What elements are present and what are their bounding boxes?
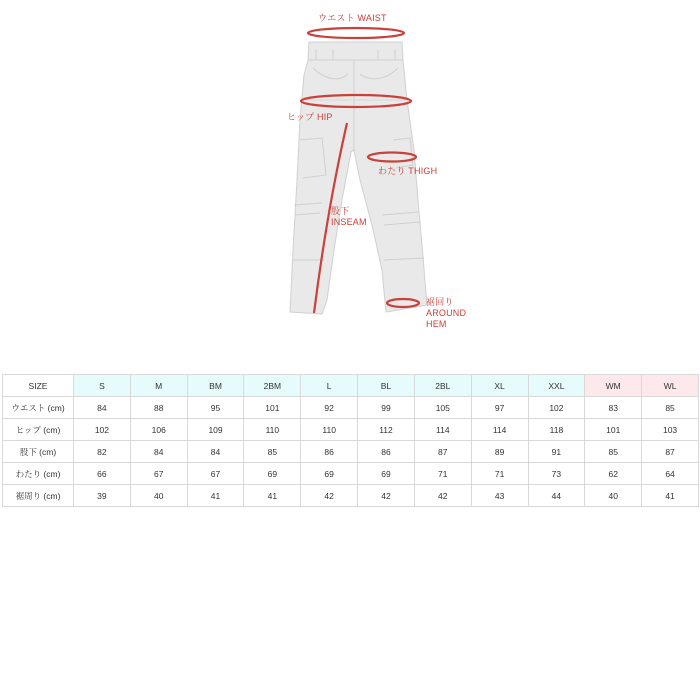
table-cell: 114 bbox=[414, 419, 471, 441]
size-col-bm: BM bbox=[187, 375, 244, 397]
table-cell: 86 bbox=[301, 441, 358, 463]
table-cell: 91 bbox=[528, 441, 585, 463]
waist-label-text: ウエスト WAIST bbox=[318, 13, 387, 23]
table-cell: 95 bbox=[187, 397, 244, 419]
table-cell: 118 bbox=[528, 419, 585, 441]
table-cell: 105 bbox=[414, 397, 471, 419]
table-cell: 42 bbox=[301, 485, 358, 507]
size-col-m: M bbox=[130, 375, 187, 397]
size-col-s: S bbox=[74, 375, 131, 397]
table-cell: 64 bbox=[642, 463, 699, 485]
table-row-hem bbox=[3, 485, 699, 507]
table-cell: 41 bbox=[642, 485, 699, 507]
table-cell: 73 bbox=[528, 463, 585, 485]
table-cell: 84 bbox=[74, 397, 131, 419]
table-cell: 44 bbox=[528, 485, 585, 507]
table-cell: 84 bbox=[130, 441, 187, 463]
table-cell: 43 bbox=[471, 485, 528, 507]
table-row-hip bbox=[3, 419, 699, 441]
table-cell: 101 bbox=[244, 397, 301, 419]
table-cell: 40 bbox=[130, 485, 187, 507]
waist-measure-ring bbox=[308, 28, 404, 38]
table-row-waist bbox=[3, 397, 699, 419]
table-cell: 69 bbox=[358, 463, 415, 485]
table-cell: 102 bbox=[528, 397, 585, 419]
table-cell: 87 bbox=[642, 441, 699, 463]
waist-label bbox=[318, 13, 387, 24]
size-header-row bbox=[3, 375, 699, 397]
table-cell: 86 bbox=[358, 441, 415, 463]
inseam-label bbox=[331, 206, 367, 228]
pants-silhouette bbox=[290, 42, 427, 314]
row-label-inseam: 股下 (cm) bbox=[3, 441, 74, 463]
size-col-bl: BL bbox=[358, 375, 415, 397]
table-cell: 69 bbox=[301, 463, 358, 485]
table-cell: 88 bbox=[130, 397, 187, 419]
table-cell: 89 bbox=[471, 441, 528, 463]
row-label-hip: ヒップ (cm) bbox=[3, 419, 74, 441]
thigh-label bbox=[378, 166, 437, 177]
hip-label bbox=[287, 112, 333, 123]
size-col-2bl: 2BL bbox=[414, 375, 471, 397]
table-cell: 42 bbox=[414, 485, 471, 507]
table-row-inseam bbox=[3, 441, 699, 463]
size-col-xxl: XXL bbox=[528, 375, 585, 397]
hem-label-en-2: HEM bbox=[426, 319, 447, 329]
table-cell: 71 bbox=[471, 463, 528, 485]
size-col-wl: WL bbox=[642, 375, 699, 397]
table-cell: 84 bbox=[187, 441, 244, 463]
table-cell: 85 bbox=[585, 441, 642, 463]
inseam-label-en: INSEAM bbox=[331, 217, 367, 227]
row-label-thigh: わたり (cm) bbox=[3, 463, 74, 485]
table-cell: 87 bbox=[414, 441, 471, 463]
hip-label-text: ヒップ HIP bbox=[287, 112, 333, 122]
table-cell: 103 bbox=[642, 419, 699, 441]
size-col-2bm: 2BM bbox=[244, 375, 301, 397]
table-cell: 42 bbox=[358, 485, 415, 507]
table-cell: 83 bbox=[585, 397, 642, 419]
table-cell: 92 bbox=[301, 397, 358, 419]
size-col-xl: XL bbox=[471, 375, 528, 397]
table-cell: 62 bbox=[585, 463, 642, 485]
size-chart-table bbox=[2, 374, 699, 507]
table-cell: 82 bbox=[74, 441, 131, 463]
table-cell: 106 bbox=[130, 419, 187, 441]
hem-label bbox=[426, 297, 466, 330]
table-cell: 85 bbox=[244, 441, 301, 463]
table-cell: 39 bbox=[74, 485, 131, 507]
hem-label-jp: 裾回り bbox=[426, 297, 454, 307]
table-cell: 66 bbox=[74, 463, 131, 485]
inseam-label-jp: 股下 bbox=[331, 206, 350, 216]
table-cell: 99 bbox=[358, 397, 415, 419]
table-cell: 112 bbox=[358, 419, 415, 441]
thigh-label-text: わたり THIGH bbox=[378, 166, 438, 176]
row-label-hem: 裾周り (cm) bbox=[3, 485, 74, 507]
table-cell: 102 bbox=[74, 419, 131, 441]
table-row-thigh bbox=[3, 463, 699, 485]
table-cell: 40 bbox=[585, 485, 642, 507]
table-cell: 110 bbox=[244, 419, 301, 441]
table-cell: 101 bbox=[585, 419, 642, 441]
table-cell: 110 bbox=[301, 419, 358, 441]
table-cell: 69 bbox=[244, 463, 301, 485]
table-cell: 109 bbox=[187, 419, 244, 441]
table-cell: 67 bbox=[187, 463, 244, 485]
table-cell: 85 bbox=[642, 397, 699, 419]
size-header-label: SIZE bbox=[3, 375, 74, 397]
size-col-l: L bbox=[301, 375, 358, 397]
table-cell: 41 bbox=[244, 485, 301, 507]
table-cell: 67 bbox=[130, 463, 187, 485]
table-cell: 41 bbox=[187, 485, 244, 507]
table-cell: 71 bbox=[414, 463, 471, 485]
hem-label-en-1: AROUND bbox=[426, 308, 467, 318]
table-cell: 114 bbox=[471, 419, 528, 441]
size-col-wm: WM bbox=[585, 375, 642, 397]
table-cell: 97 bbox=[471, 397, 528, 419]
row-label-waist: ウエスト (cm) bbox=[3, 397, 74, 419]
